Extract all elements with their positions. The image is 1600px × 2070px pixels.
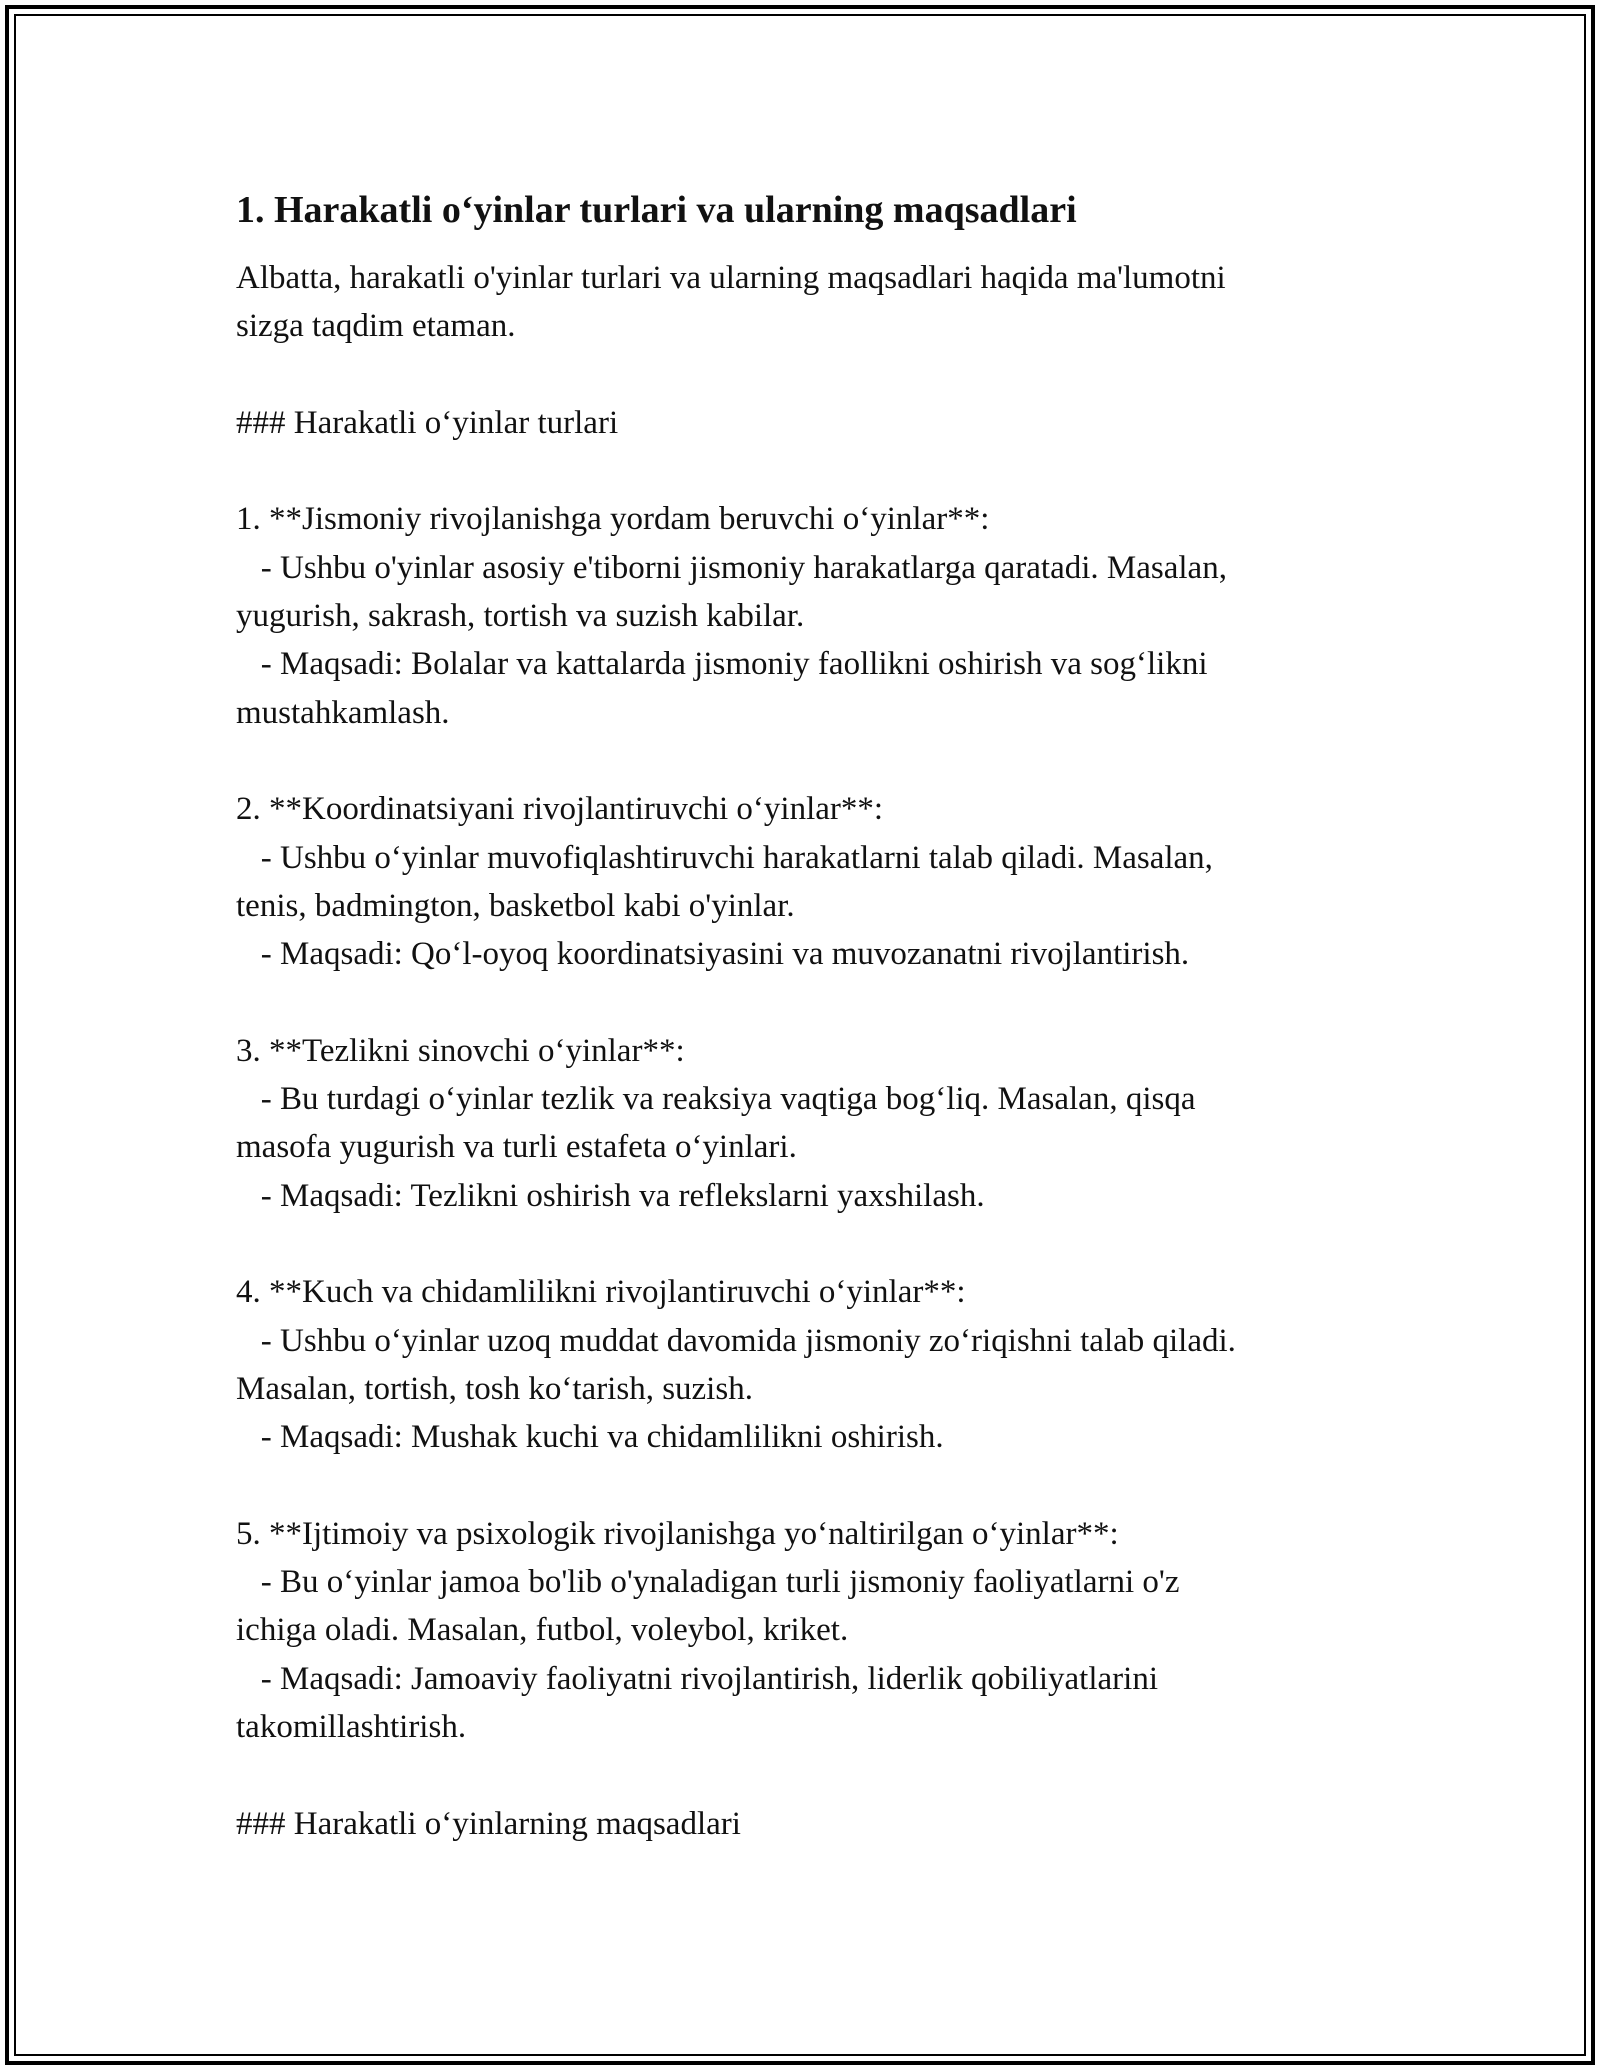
blank-line [236,1461,1356,1509]
text-line: masofa yugurish va turli estafeta o‘yinlari. [236,1129,797,1166]
text-line: sizga taqdim etaman. [236,308,516,345]
text-line: 5. **Ijtimoiy va psixologik rivojlanishga yo‘naltirilgan o‘yinlar**: [236,1515,1119,1552]
text-line: - Ushbu o‘yinlar muvofiqlashtiruvchi harakatlarni talab qiladi. Masalan, [236,839,1213,876]
text-line: ### Harakatli o‘yinlarning maqsadlari [236,1805,741,1842]
document-title: 1. Harakatli o‘yinlar turlari va ularning maqsadlari [236,189,1077,231]
blank-line [236,351,1356,399]
text-line: 2. **Koordinatsiyani rivojlantiruvchi o‘yinlar**: [236,791,884,828]
blank-line [236,737,1356,785]
text-line: - Bu o‘yinlar jamoa bo'lib o'ynaladigan turli jismoniy faoliyatlarni o'z [236,1564,1180,1601]
text-line: - Maqsadi: Mushak kuchi va chidamlilikni oshirish. [236,1419,944,1456]
document-body [236,186,1356,1848]
text-line: - Maqsadi: Jamoaviy faoliyatni rivojlantirish, liderlik qobiliyatlarini [236,1660,1158,1697]
text-line: - Ushbu o'yinlar asosiy e'tiborni jismoniy harakatlarga qaratadi. Masalan, [236,549,1227,586]
blank-line [236,978,1356,1026]
text-line: 3. **Tezlikni sinovchi o‘yinlar**: [236,1032,685,1069]
text-line: ichiga oladi. Masalan, futbol, voleybol, kriket. [236,1612,849,1649]
text-line: takomillashtirish. [236,1708,467,1745]
text-line: yugurish, sakrash, tortish va suzish kabilar. [236,598,805,635]
text-line: tenis, badmington, basketbol kabi o'yinlar. [236,887,795,924]
text-line: ### Harakatli o‘yinlar turlari [236,404,619,441]
document-text [236,254,1356,1848]
text-line: 1. **Jismoniy rivojlanishga yordam beruvchi o‘yinlar**: [236,501,990,538]
blank-line [236,1220,1356,1268]
text-line: - Maqsadi: Bolalar va kattalarda jismoniy faollikni oshirish va sog‘likni [236,646,1208,683]
text-line: mustahkamlash. [236,694,450,731]
blank-line [236,447,1356,495]
text-line: - Ushbu o‘yinlar uzoq muddat davomida jismoniy zo‘riqishni talab qiladi. [236,1322,1236,1359]
text-line: - Maqsadi: Qo‘l-oyoq koordinatsiyasini va muvozanatni rivojlantirish. [236,936,1190,973]
blank-line [236,1751,1356,1799]
text-line: - Bu turdagi o‘yinlar tezlik va reaksiya vaqtiga bog‘liq. Masalan, qisqa [236,1081,1196,1118]
text-line: Masalan, tortish, tosh ko‘tarish, suzish. [236,1370,753,1407]
text-line: 4. **Kuch va chidamlilikni rivojlantiruvchi o‘yinlar**: [236,1274,966,1311]
text-line: Albatta, harakatli o'yinlar turlari va ularning maqsadlari haqida ma'lumotni [236,260,1226,296]
text-line: - Maqsadi: Tezlikni oshirish va reflekslarni yaxshilash. [236,1177,985,1214]
